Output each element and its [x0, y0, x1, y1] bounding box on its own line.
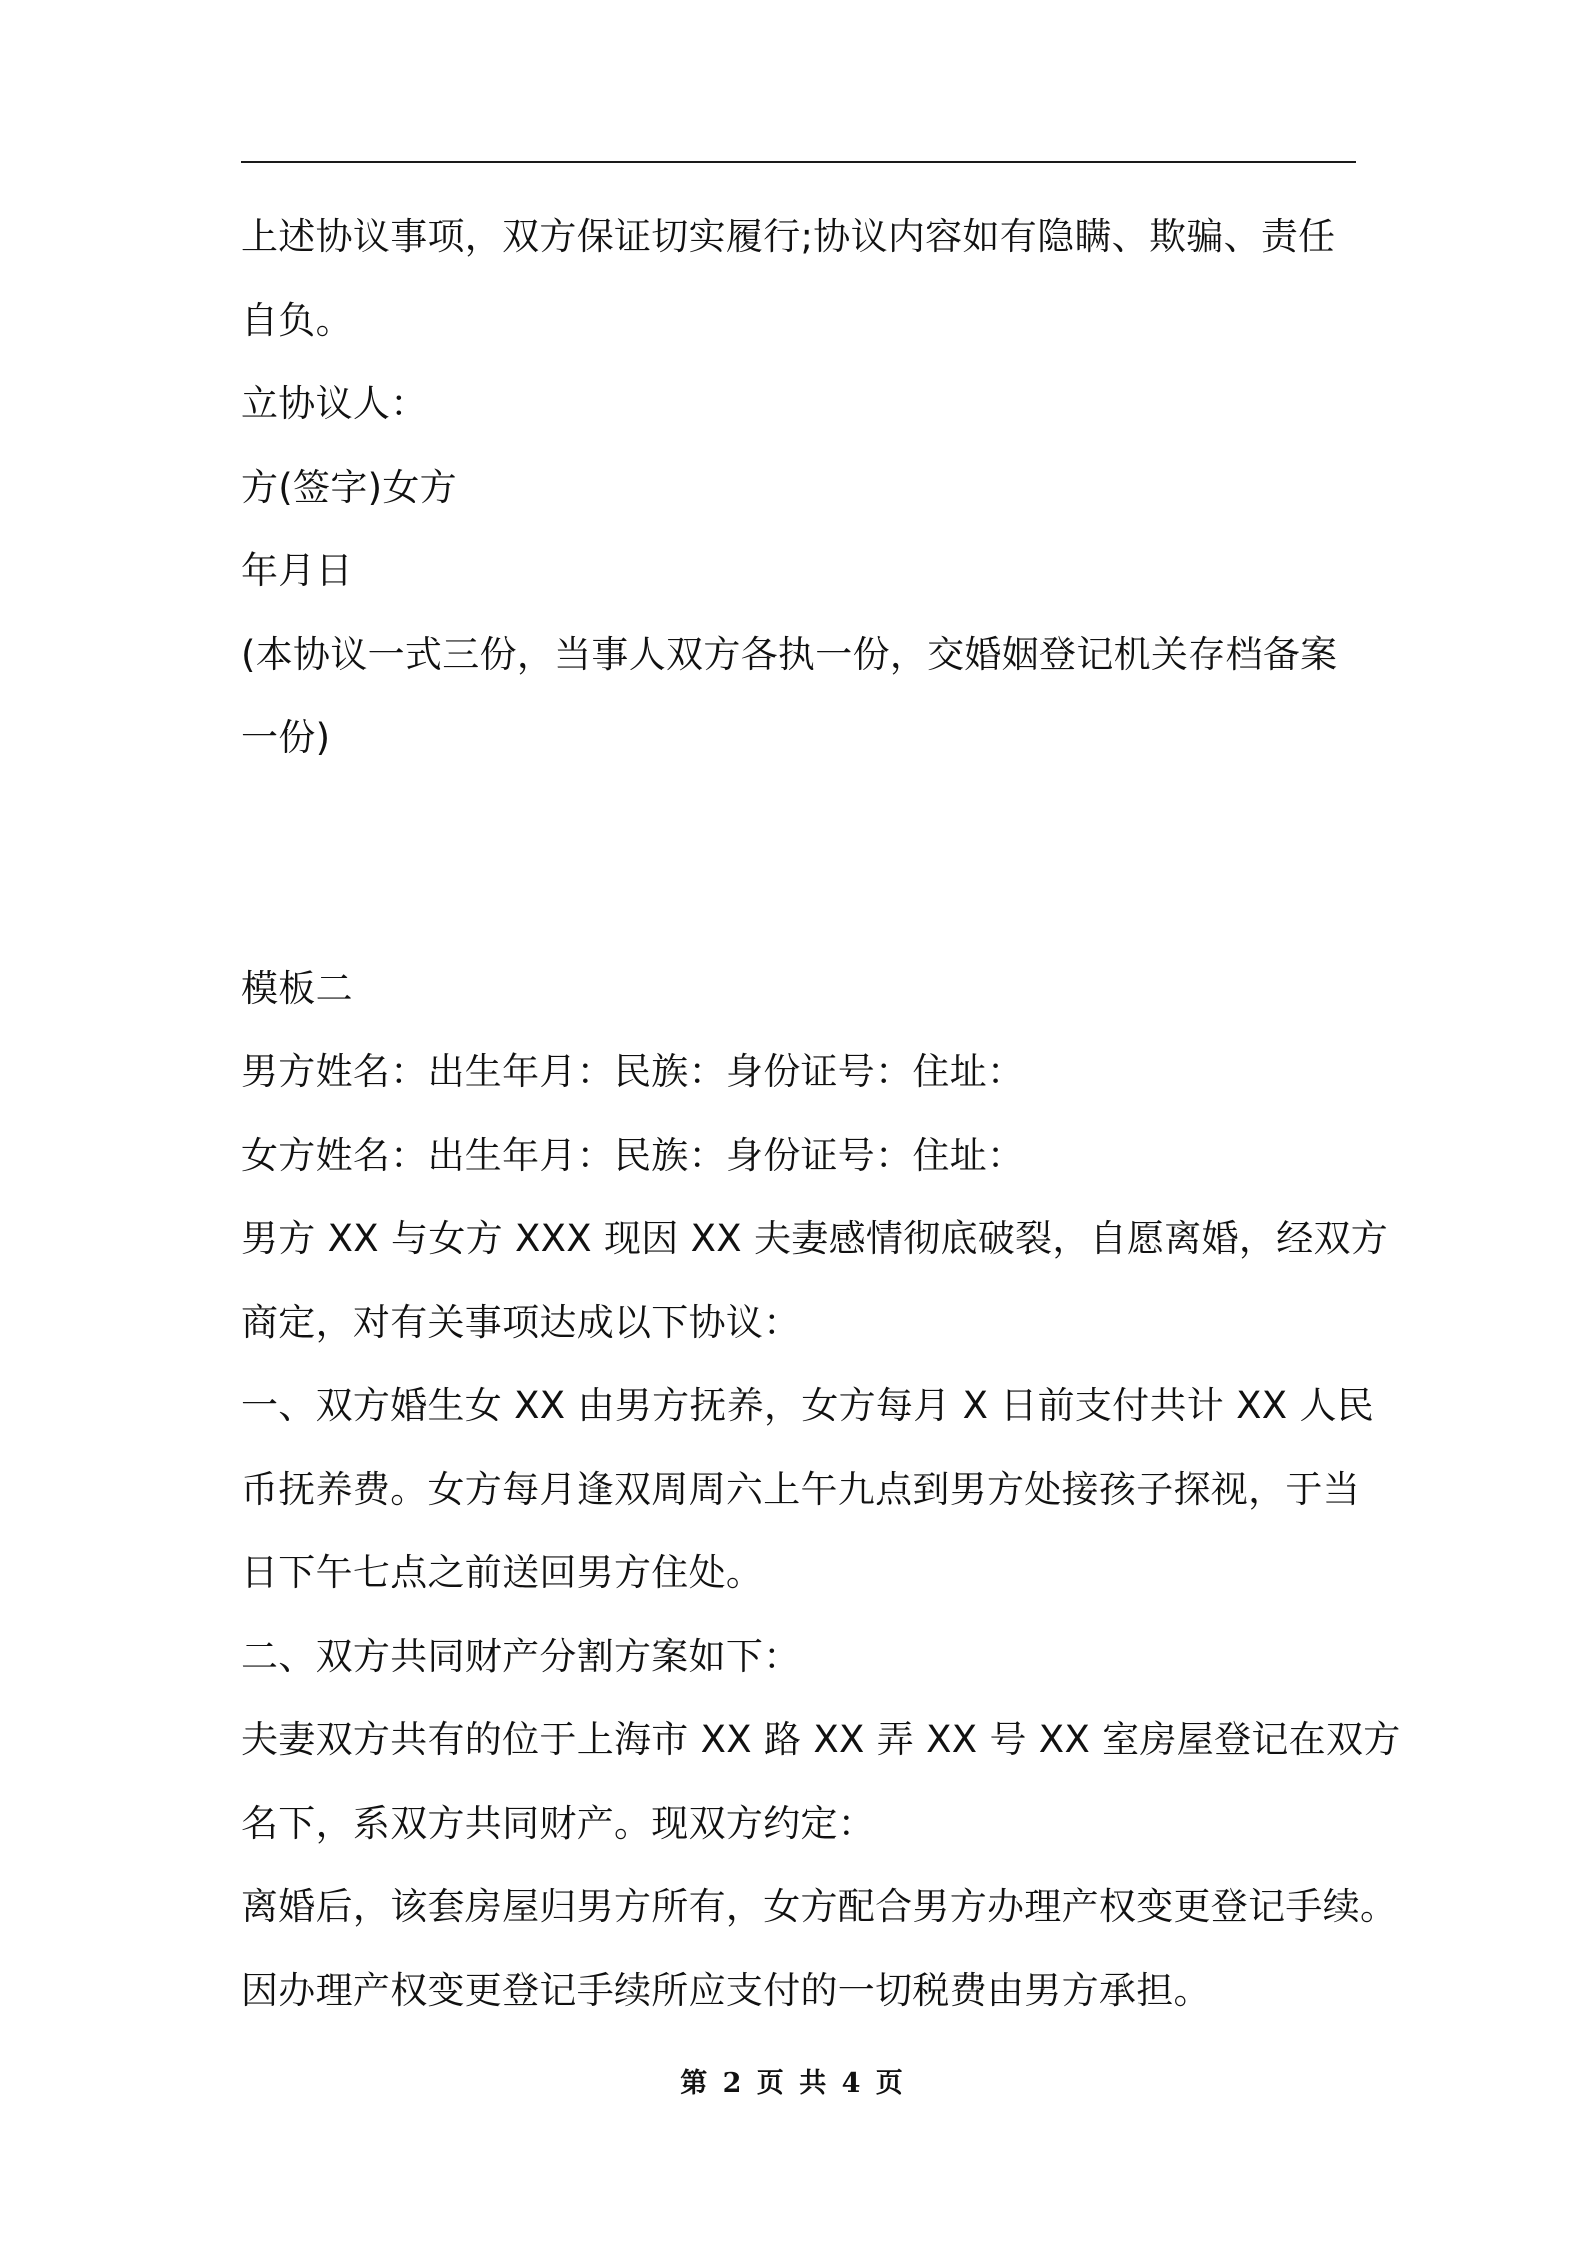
- paragraph-line: (本协议一式三份，当事人双方各执一份，交婚姻登记机关存档备案: [241, 632, 1338, 676]
- paragraph-line: 自负。: [241, 298, 353, 342]
- paragraph-line: 上述协议事项，双方保证切实履行;协议内容如有隐瞒、欺骗、责任: [241, 215, 1336, 258]
- paragraph-line: 名下，系双方共同财产。现双方约定：: [241, 1801, 876, 1845]
- paragraph-line: 日下午七点之前送回男方住处。: [241, 1551, 764, 1594]
- paragraph-line: 商定，对有关事项达成以下协议：: [241, 1300, 801, 1344]
- paragraph-line: 一、双方婚生女 XX 由男方抚养，女方每月 X 日前支付共计 XX 人民: [241, 1384, 1375, 1427]
- section-title: 模板二: [241, 966, 353, 1010]
- page-number-footer: 第 2 页 共 4 页: [680, 2068, 906, 2099]
- document-body: [241, 195, 1401, 2032]
- paragraph-line: 女方姓名：出生年月：民族：身份证号：住址：: [241, 1133, 1025, 1177]
- paragraph-line: 男方 XX 与女方 XXX 现因 XX 夫妻感情彻底破裂，自愿离婚，经双方: [241, 1217, 1389, 1260]
- paragraph-line: 方(签字)女方: [241, 465, 457, 509]
- paragraph-line: 男方姓名：出生年月：民族：身份证号：住址：: [241, 1050, 1025, 1093]
- paragraph-line: 一份): [241, 716, 331, 759]
- paragraph-line: 币抚养费。女方每月逢双周周六上午九点到男方处接孩子探视，于当: [241, 1467, 1360, 1511]
- section-gap: [241, 780, 1356, 947]
- header-rule: [241, 161, 1356, 163]
- paragraph-line: 年月日: [241, 549, 353, 592]
- paragraph-line: 二、双方共同财产分割方案如下：: [241, 1634, 801, 1678]
- paragraph-line: 离婚后，该套房屋归男方所有，女方配合男方办理产权变更登记手续。: [241, 1885, 1398, 1928]
- paragraph-line: 因办理产权变更登记手续所应支付的一切税费由男方承担。: [241, 1968, 1211, 2012]
- paragraph-line: 立协议人：: [241, 382, 428, 425]
- paragraph-line: 夫妻双方共有的位于上海市 XX 路 XX 弄 XX 号 XX 室房屋登记在双方: [241, 1718, 1401, 1761]
